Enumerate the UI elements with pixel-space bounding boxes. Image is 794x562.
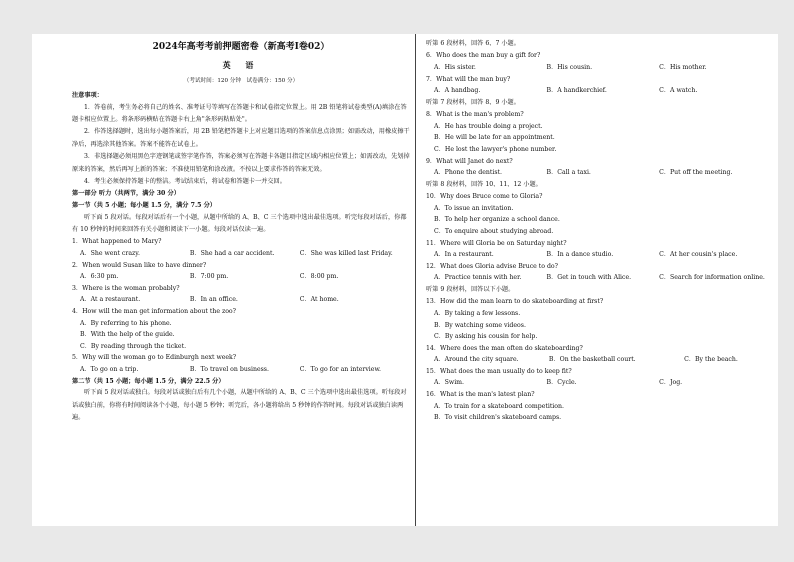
column-divider (415, 34, 416, 526)
note-item: 3．非选择题必须用黑色字迹钢笔或签字笔作答，答案必须写在答题卡各题目指定区域内相应位置上；如需改动，先划掉原来的答案，然后再写上新的答案；不准使用铅笔和涂改液。不按以上要求作答的答案无效。 (72, 153, 410, 173)
question-stem: 13．How did the man learn to do skateboarding at first? (426, 298, 604, 306)
answer-option: B．By watching some videos. (434, 321, 526, 329)
passage-note: 听第 7 段材料，回答 8、9 小题。 (426, 98, 520, 106)
answer-option: C．She was killed last Friday. (299, 250, 393, 258)
question-stem: 7．What will the man buy? (426, 75, 511, 83)
question-stem: 1．What happened to Mary? (72, 238, 162, 246)
option-row (72, 364, 410, 376)
option-row (426, 85, 772, 97)
answer-option: C．Search for information online. (659, 274, 765, 282)
answer-option: B．To visit children's skateboard camps. (434, 414, 562, 422)
answer-option: B．A handkerchief. (546, 87, 607, 95)
question-stem: 9．What will Janet do next? (426, 157, 513, 165)
question-stem: 2．When would Susan like to have dinner? (72, 261, 207, 269)
answer-option: B．She had a car accident. (189, 250, 275, 258)
answer-option: C．Jog. (659, 379, 683, 387)
answer-option: C．He lost the lawyer's phone number. (434, 145, 557, 153)
option-row (426, 354, 772, 366)
answer-option: B．With the help of the guide. (80, 331, 175, 339)
question-stem: 14．Where does the man often do skateboarding? (426, 344, 583, 352)
subject-title: 英 语 (222, 60, 260, 70)
answer-option: A．To issue an invitation. (434, 204, 514, 212)
option-row (426, 249, 772, 261)
answer-option: B．He will be late for an appointment. (434, 134, 555, 142)
answer-option: A．By referring to his phone. (80, 319, 172, 327)
option-row (426, 377, 772, 389)
answer-option: A．A handbag. (434, 87, 481, 95)
passage-note: 听第 9 段材料，回答以下小题。 (426, 285, 515, 293)
answer-option: B．To help her organize a school dance. (434, 216, 560, 224)
question-stem: 16．What is the man's latest plan? (426, 391, 535, 399)
option-row (426, 167, 772, 179)
question-stem: 4．How will the man get information about the zoo? (72, 308, 236, 315)
passage-note: 听第 8 段材料，回答 10、11、12 小题。 (426, 180, 542, 188)
exam-page (32, 34, 778, 526)
answer-option: C．To enquire about studying abroad. (434, 227, 554, 235)
question-stem: 11．Where will Gloria be on Saturday night? (426, 239, 567, 247)
answer-option: C．At home. (299, 296, 339, 304)
option-row (72, 248, 410, 260)
left-column (72, 38, 410, 424)
question-stem: 10．Why does Bruce come to Gloria? (426, 193, 543, 201)
option-row (72, 271, 410, 283)
section1-instructions: 听下面 5 段对话。每段对话后有一个小题，从题中所给的 A、B、C 三个选项中选出最佳选项。听完每段对话后，你都有 10 秒钟的时间来回答有关小题和阅读下一小题。每段对话仅读一遍。 (72, 213, 407, 234)
answer-option: B．In a dance studio. (546, 251, 614, 259)
answer-option: B．To travel on business. (189, 365, 269, 373)
answer-option: B．Get in touch with Alice. (546, 274, 632, 282)
part1-heading: 第一部分 听力（共两节，满分 30 分） (72, 190, 180, 198)
answer-option: B．Call a taxi. (546, 169, 591, 177)
answer-option: C．By reading through the ticket. (80, 342, 187, 350)
answer-option: A．At a restaurant. (80, 296, 141, 304)
section2-heading: 第二节（共 15 小题；每小题 1.5 分，满分 22.5 分） (72, 377, 225, 385)
answer-option: C．By the beach. (684, 356, 738, 364)
exam-title: 2024年高考考前押题密卷（新高考Ⅰ卷02） (152, 42, 330, 52)
answer-option: A．She went crazy. (80, 250, 140, 258)
answer-option: C．At her cousin's place. (659, 251, 738, 259)
answer-option: B．In an office. (189, 296, 238, 304)
answer-option: C．A watch. (659, 87, 698, 95)
answer-option: B．Cycle. (546, 379, 577, 387)
section1-questions (72, 236, 410, 375)
answer-option: A．In a restaurant. (434, 251, 494, 259)
note-item: 2．作答选择题时，选出每小题答案后，用 2B 铅笔把答题卡上对应题目选项的答案信息点涂黑；如需改动，用橡皮擦干净后，再选涂其他答案。答案不能答在试卷上。 (72, 128, 410, 148)
question-stem: 15．What does the man usually do to keep fit? (426, 367, 572, 375)
answer-option: B．7:00 pm. (189, 273, 229, 281)
answer-option: A．He has trouble doing a project. (434, 122, 543, 130)
right-column (426, 38, 772, 424)
answer-option: A．To go on a trip. (80, 365, 139, 373)
answer-option: A．6:30 pm. (80, 273, 119, 281)
answer-option: B．His cousin. (546, 64, 593, 71)
option-row (426, 272, 772, 284)
answer-option: B．On the basketball court. (548, 356, 636, 364)
answer-option: C．8:00 pm. (299, 273, 339, 281)
section2-instructions: 听下面 5 段对话或独白。每段对话或独白后有几个小题，从题中所给的 A、B、C 三个选项中选出最佳选项。听每段对话或独白前，你将有时间阅读各个小题，每小题 5 秒钟；听完后，各小题将给出 5 秒钟的作答时间。每段对话或独白读两遍。 (72, 389, 407, 421)
notes-heading: 注意事项： (72, 92, 103, 99)
option-row (72, 294, 410, 306)
note-item: 4．考生必须保持答题卡的整洁。考试结束后，将试卷和答题卡一并交回。 (84, 178, 286, 186)
answer-option: A．To train for a skateboard competition. (434, 402, 564, 410)
answer-option: A．Practice tennis with her. (434, 274, 522, 282)
question-stem: 3．Where is the woman probably? (72, 284, 180, 292)
note-item: 1．答卷前，考生务必将自己的姓名、准考证号等填写在答题卡和试卷指定位置上。用 2B 铅笔将试卷类型(A)填涂在答题卡相应位置上。将条形码横贴在答题卡右上角"条形码粘贴处"。 (72, 103, 407, 123)
question-stem: 8．What is the man's problem? (426, 111, 524, 119)
passage-note: 听第 6 段材料，回答 6、7 小题。 (426, 40, 520, 47)
question-stem: 12．What does Gloria advise Bruce to do? (426, 262, 558, 270)
answer-option: C．To go for an interview. (299, 365, 381, 373)
exam-info: （考试时间：120 分钟 试卷满分：150 分） (183, 78, 299, 84)
answer-option: C．By asking his cousin for help. (434, 333, 538, 341)
section1-heading: 第一节（共 5 小题；每小题 1.5 分，满分 7.5 分） (72, 202, 216, 210)
answer-option: A．By taking a few lessons. (434, 309, 521, 317)
answer-option: C．Put off the meeting. (659, 169, 733, 177)
question-stem: 6．Who does the man buy a gift for? (426, 52, 541, 60)
answer-option: A．Swim. (434, 379, 465, 387)
answer-option: A．Phone the dentist. (434, 169, 502, 177)
question-stem: 5．Why will the woman go to Edinburgh next week? (72, 354, 237, 362)
answer-option: A．Around the city square. (434, 356, 519, 364)
answer-option: C．His mother. (659, 64, 707, 71)
option-row (426, 62, 772, 74)
answer-option: A．His sister. (434, 64, 476, 71)
